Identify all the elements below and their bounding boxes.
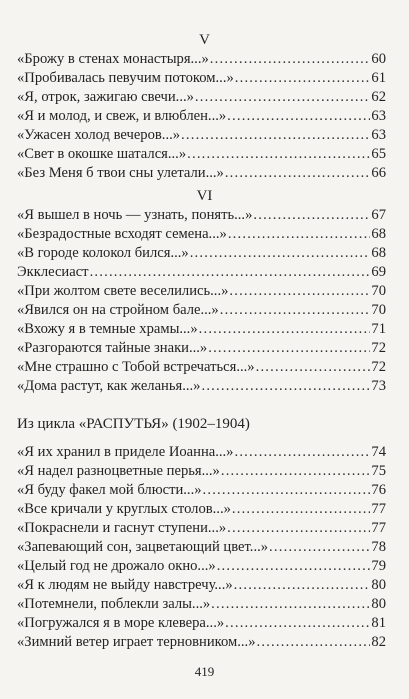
- dot-leader: [217, 557, 371, 576]
- entry-page-number: 60: [371, 51, 386, 67]
- dot-leader: [234, 576, 371, 595]
- dot-leader: [190, 244, 371, 263]
- toc-entry: [17, 244, 386, 263]
- entry-page-number: 72: [371, 359, 386, 375]
- dot-leader: [232, 500, 371, 519]
- entry-title: «Вхожу я в темные храмы...»: [17, 321, 198, 337]
- toc-list-cycle: [17, 443, 386, 652]
- entry-title: «При жолтом свете веселились...»: [17, 283, 229, 299]
- entry-title: «Я буду факел мой блюсти...»: [17, 482, 202, 498]
- entry-page-number: 73: [371, 378, 386, 394]
- toc-entry: [17, 69, 386, 88]
- toc-entry: [17, 126, 386, 145]
- entry-title: «Явился он на стройном бале...»: [17, 302, 219, 318]
- dot-leader: [256, 358, 371, 377]
- toc-list-section-vi: [17, 206, 386, 396]
- dot-leader: [227, 107, 370, 126]
- toc-entry: [17, 282, 386, 301]
- dot-leader: [210, 50, 371, 69]
- toc-entry: [17, 206, 386, 225]
- entry-title: «Зимний ветер играет терновником...»: [17, 634, 256, 650]
- toc-entry: [17, 50, 386, 69]
- entry-page-number: 70: [371, 283, 386, 299]
- dot-leader: [225, 614, 370, 633]
- cycle-heading: Из цикла «РАСПУТЬЯ» (1902–1904): [17, 416, 250, 432]
- toc-entry: [17, 595, 386, 614]
- section-heading-vi: VI: [196, 188, 213, 204]
- entry-page-number: 78: [371, 539, 386, 555]
- dot-leader: [234, 443, 370, 462]
- entry-page-number: 63: [371, 108, 386, 124]
- entry-page-number: 81: [371, 615, 386, 631]
- entry-page-number: 66: [371, 165, 386, 181]
- dot-leader: [228, 225, 371, 244]
- dot-leader: [235, 69, 371, 88]
- entry-page-number: 82: [371, 634, 386, 650]
- entry-page-number: 75: [371, 463, 386, 479]
- entry-page-number: 72: [371, 340, 386, 356]
- dot-leader: [253, 206, 370, 225]
- toc-entry: [17, 358, 386, 377]
- entry-page-number: 62: [371, 89, 386, 105]
- entry-title: «Ужасен холод вечеров...»: [17, 127, 181, 143]
- entry-page-number: 76: [371, 482, 386, 498]
- dot-leader: [187, 145, 370, 164]
- toc-entry: [17, 164, 386, 183]
- dot-leader: [211, 595, 370, 614]
- entry-page-number: 68: [371, 245, 386, 261]
- entry-page-number: 80: [371, 596, 386, 612]
- toc-entry: [17, 339, 386, 358]
- entry-page-number: 68: [371, 226, 386, 242]
- entry-title: «В городе колокол бился...»: [17, 245, 189, 261]
- toc-entry: [17, 500, 386, 519]
- entry-title: «Безрадостные всходят семена...»: [17, 226, 227, 242]
- entry-title: «Целый год не дрожало окно...»: [17, 558, 216, 574]
- toc-entry: [17, 301, 386, 320]
- toc-entry: [17, 557, 386, 576]
- entry-title: «Мне страшно с Тобой встречаться...»: [17, 359, 255, 375]
- entry-title: «Свет в окошке шатался...»: [17, 146, 187, 162]
- toc-list-section-v: [17, 50, 386, 183]
- entry-page-number: 74: [371, 444, 386, 460]
- dot-leader: [199, 320, 371, 339]
- entry-title: «Я, отрок, зажигаю свечи...»: [17, 89, 194, 105]
- entry-page-number: 69: [371, 264, 386, 280]
- toc-entry: [17, 225, 386, 244]
- entry-title: «Все кричали у круглых столов...»: [17, 501, 231, 517]
- toc-entry: [17, 145, 386, 164]
- dot-leader: [181, 126, 370, 145]
- entry-page-number: 70: [371, 302, 386, 318]
- toc-entry: [17, 481, 386, 500]
- entry-page-number: 67: [371, 207, 386, 223]
- page-number: 419: [194, 664, 215, 679]
- entry-page-number: 71: [371, 321, 386, 337]
- toc-entry: [17, 320, 386, 339]
- entry-title: «Я и молод, и свеж, и влюблен...»: [17, 108, 227, 124]
- dot-leader: [257, 633, 371, 652]
- dot-leader: [195, 88, 370, 107]
- entry-page-number: 79: [371, 558, 386, 574]
- dot-leader: [227, 519, 370, 538]
- entry-title: «Погружался я в море клевера...»: [17, 615, 225, 631]
- entry-page-number: 61: [371, 70, 386, 86]
- entry-title: «Потемнели, поблекли залы...»: [17, 596, 211, 612]
- entry-title: «Пробивалась певучим потоком...»: [17, 70, 234, 86]
- entry-page-number: 77: [371, 520, 386, 536]
- dot-leader: [229, 282, 370, 301]
- dot-leader: [201, 377, 370, 396]
- dot-leader: [203, 481, 371, 500]
- entry-title: «Покраснели и гаснут ступени...»: [17, 520, 227, 536]
- entry-title: «Брожу в стенах монастыря...»: [17, 51, 209, 67]
- dot-leader: [90, 263, 371, 282]
- section-heading-v: V: [199, 32, 210, 48]
- dot-leader: [220, 301, 371, 320]
- toc-entry: [17, 576, 386, 595]
- toc-entry: [17, 107, 386, 126]
- entry-title: «Я их хранил в приделе Иоанна...»: [17, 444, 234, 460]
- entry-page-number: 63: [371, 127, 386, 143]
- toc-entry: [17, 462, 386, 481]
- toc-entry: [17, 377, 386, 396]
- entry-title: «Разгораются тайные знаки...»: [17, 340, 208, 356]
- entry-title: «Я надел разноцветные перья...»: [17, 463, 220, 479]
- entry-title: «Я к людям не выйду навстречу...»: [17, 577, 233, 593]
- entry-title: «Я вышел в ночь — узнать, понять...»: [17, 207, 253, 223]
- entry-page-number: 77: [371, 501, 386, 517]
- dot-leader: [208, 339, 370, 358]
- toc-entry: [17, 614, 386, 633]
- entry-page-number: 65: [371, 146, 386, 162]
- toc-entry: [17, 633, 386, 652]
- toc-entry: [17, 519, 386, 538]
- dot-leader: [269, 538, 370, 557]
- toc-entry: [17, 443, 386, 462]
- toc-entry: [17, 88, 386, 107]
- entry-title: «Без Меня б твои сны улетали...»: [17, 165, 224, 181]
- entry-title: «Дома растут, как желанья...»: [17, 378, 201, 394]
- entry-title: «Запевающий сон, зацветающий цвет...»: [17, 539, 269, 555]
- dot-leader: [221, 462, 371, 481]
- entry-title: Экклесиаст: [17, 264, 89, 280]
- toc-entry: [17, 263, 386, 282]
- toc-entry: [17, 538, 386, 557]
- dot-leader: [225, 164, 371, 183]
- entry-page-number: 80: [371, 577, 386, 593]
